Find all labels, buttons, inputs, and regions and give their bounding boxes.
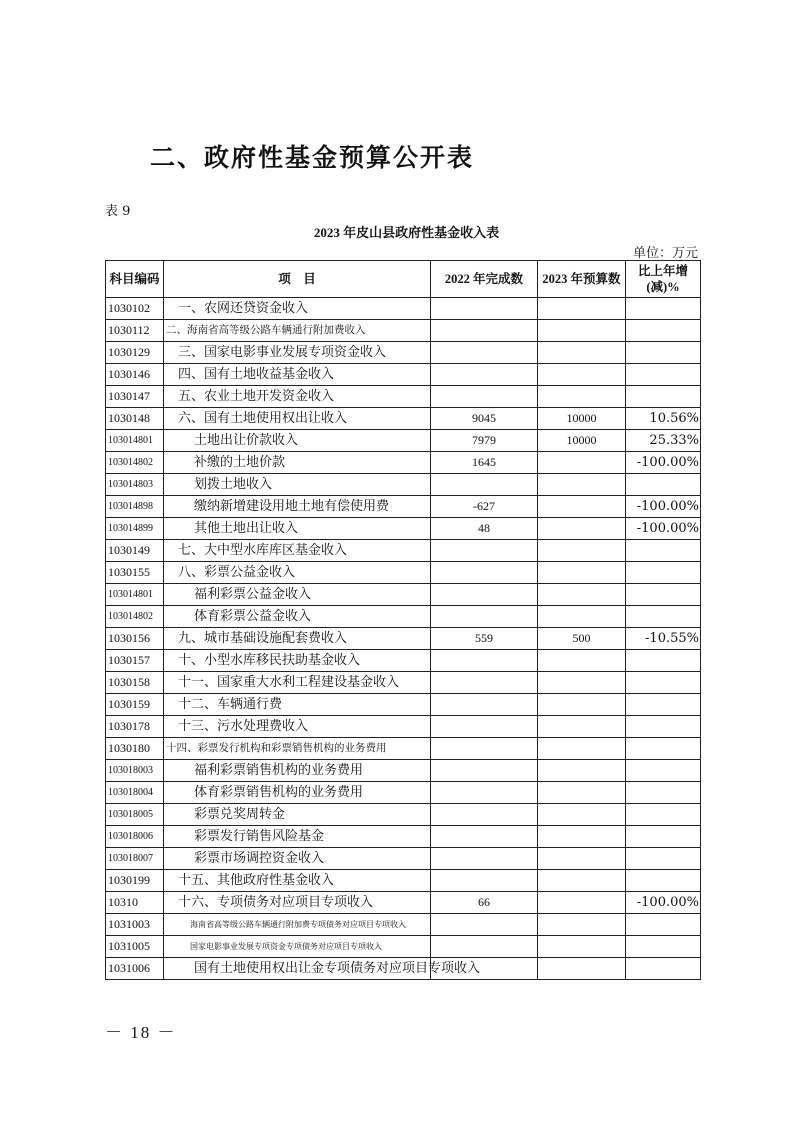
table-row [106, 716, 701, 738]
row-change: -100.00% [626, 518, 701, 540]
row-change [626, 826, 701, 848]
row-item: 划拨土地收入 [164, 474, 431, 496]
row-change [626, 958, 701, 980]
section-title: 二、政府性基金预算公开表 [150, 143, 475, 172]
table-row [106, 672, 701, 694]
table-row [106, 650, 701, 672]
row-budget-2023: 10000 [538, 408, 626, 430]
row-item: 九、城市基础设施配套费收入 [164, 628, 431, 650]
row-actual-2022 [431, 672, 538, 694]
row-budget-2023: 500 [538, 628, 626, 650]
table-row [106, 892, 701, 914]
row-code: 103014803 [106, 474, 164, 496]
row-item: 十二、车辆通行费 [164, 694, 431, 716]
row-budget-2023 [538, 342, 626, 364]
row-actual-2022: -627 [431, 496, 538, 518]
row-code: 1030155 [106, 562, 164, 584]
row-item: 彩票发行销售风险基金 [164, 826, 431, 848]
row-budget-2023 [538, 474, 626, 496]
row-actual-2022 [431, 650, 538, 672]
row-item: 十、小型水库移民扶助基金收入 [164, 650, 431, 672]
row-code: 1030129 [106, 342, 164, 364]
row-budget-2023 [538, 562, 626, 584]
row-code: 1030148 [106, 408, 164, 430]
row-change [626, 760, 701, 782]
row-change [626, 606, 701, 628]
row-item: 国家电影事业发展专项资金专项债务对应项目专项收入 [164, 936, 431, 958]
row-budget-2023 [538, 518, 626, 540]
row-change: -100.00% [626, 452, 701, 474]
row-actual-2022 [431, 826, 538, 848]
row-item: 三、国家电影事业发展专项资金收入 [164, 342, 431, 364]
row-budget-2023 [538, 870, 626, 892]
row-change [626, 716, 701, 738]
row-code: 1030102 [106, 298, 164, 320]
row-budget-2023 [538, 298, 626, 320]
row-actual-2022: 559 [431, 628, 538, 650]
row-change [626, 848, 701, 870]
row-change [626, 320, 701, 342]
row-code: 103014802 [106, 452, 164, 474]
row-code: 1030156 [106, 628, 164, 650]
header-change-line1: 比上年增 [637, 264, 688, 278]
row-item: 五、农业土地开发资金收入 [164, 386, 431, 408]
table-title: 2023 年皮山县政府性基金收入表 [313, 225, 500, 240]
header-code: 科目编码 [106, 261, 164, 298]
row-change [626, 364, 701, 386]
row-item: 福利彩票销售机构的业务费用 [164, 760, 431, 782]
row-code: 10310 [106, 892, 164, 914]
table-row [106, 496, 701, 518]
table-row [106, 958, 701, 980]
row-budget-2023 [538, 452, 626, 474]
row-item: 十六、专项债务对应项目专项收入 [164, 892, 431, 914]
table-header-row [106, 261, 701, 298]
row-actual-2022 [431, 320, 538, 342]
table-row [106, 474, 701, 496]
row-actual-2022 [431, 562, 538, 584]
row-budget-2023 [538, 650, 626, 672]
row-code: 103018004 [106, 782, 164, 804]
row-item: 国有土地使用权出让金专项债务对应项目专项收入 [164, 958, 431, 980]
row-code: 103014801 [106, 430, 164, 452]
row-change [626, 474, 701, 496]
row-actual-2022 [431, 364, 538, 386]
row-item: 十五、其他政府性基金收入 [164, 870, 431, 892]
row-item: 彩票市场调控资金收入 [164, 848, 431, 870]
row-code: 1030112 [106, 320, 164, 342]
row-actual-2022 [431, 342, 538, 364]
row-change: -100.00% [626, 892, 701, 914]
row-code: 103014801 [106, 584, 164, 606]
row-actual-2022 [431, 738, 538, 760]
row-actual-2022 [431, 584, 538, 606]
row-item: 补缴的土地价款 [164, 452, 431, 474]
row-item: 十一、国家重大水利工程建设基金收入 [164, 672, 431, 694]
row-code: 1030146 [106, 364, 164, 386]
row-item: 四、国有土地收益基金收入 [164, 364, 431, 386]
row-budget-2023 [538, 804, 626, 826]
row-item: 彩票兑奖周转金 [164, 804, 431, 826]
row-budget-2023 [538, 364, 626, 386]
row-item: 十四、彩票发行机构和彩票销售机构的业务费用 [164, 738, 431, 760]
table-row [106, 694, 701, 716]
row-actual-2022: 7979 [431, 430, 538, 452]
row-code: 103014802 [106, 606, 164, 628]
row-change [626, 694, 701, 716]
row-actual-2022 [431, 936, 538, 958]
table-row [106, 430, 701, 452]
row-budget-2023 [538, 782, 626, 804]
row-actual-2022: 1645 [431, 452, 538, 474]
table-row [106, 562, 701, 584]
row-budget-2023 [538, 320, 626, 342]
row-code: 1031005 [106, 936, 164, 958]
row-code: 1030180 [106, 738, 164, 760]
table-row [106, 826, 701, 848]
row-item: 十三、污水处理费收入 [164, 716, 431, 738]
row-code: 103018005 [106, 804, 164, 826]
row-code: 103014899 [106, 518, 164, 540]
table-row [106, 804, 701, 826]
row-code: 1031006 [106, 958, 164, 980]
table-row [106, 298, 701, 320]
row-item: 八、彩票公益金收入 [164, 562, 431, 584]
row-item: 体育彩票公益金收入 [164, 606, 431, 628]
row-code: 1030149 [106, 540, 164, 562]
row-code: 1030159 [106, 694, 164, 716]
row-change: 10.56% [626, 408, 701, 430]
table-row [106, 386, 701, 408]
row-change [626, 870, 701, 892]
page-number: － 18 － [105, 1023, 177, 1042]
row-change: 25.33% [626, 430, 701, 452]
row-actual-2022 [431, 694, 538, 716]
table-row [106, 606, 701, 628]
row-actual-2022 [431, 474, 538, 496]
row-item: 土地出让价款收入 [164, 430, 431, 452]
table-row [106, 760, 701, 782]
row-budget-2023 [538, 848, 626, 870]
table-row [106, 936, 701, 958]
row-item: 六、国有土地使用权出让收入 [164, 408, 431, 430]
table-row [106, 584, 701, 606]
row-actual-2022 [431, 804, 538, 826]
row-budget-2023 [538, 914, 626, 936]
table-row [106, 540, 701, 562]
table-row [106, 342, 701, 364]
table-row [106, 848, 701, 870]
row-change [626, 298, 701, 320]
row-actual-2022: 48 [431, 518, 538, 540]
row-actual-2022 [431, 760, 538, 782]
table-row [106, 408, 701, 430]
row-actual-2022 [431, 540, 538, 562]
row-change [626, 672, 701, 694]
row-actual-2022 [431, 914, 538, 936]
header-budget-2023: 2023 年预算数 [538, 261, 626, 298]
row-budget-2023 [538, 892, 626, 914]
row-item: 其他土地出让收入 [164, 518, 431, 540]
row-code: 1030158 [106, 672, 164, 694]
row-budget-2023 [538, 672, 626, 694]
table-row [106, 364, 701, 386]
row-actual-2022 [431, 870, 538, 892]
row-change [626, 914, 701, 936]
row-budget-2023 [538, 694, 626, 716]
row-item: 福利彩票公益金收入 [164, 584, 431, 606]
row-budget-2023 [538, 584, 626, 606]
row-item: 二、海南省高等级公路车辆通行附加费收入 [164, 320, 431, 342]
row-code: 1030178 [106, 716, 164, 738]
row-change [626, 540, 701, 562]
row-item: 七、大中型水库库区基金收入 [164, 540, 431, 562]
row-actual-2022 [431, 386, 538, 408]
row-budget-2023 [538, 826, 626, 848]
row-actual-2022 [431, 716, 538, 738]
row-code: 1030157 [106, 650, 164, 672]
row-code: 103018007 [106, 848, 164, 870]
row-actual-2022: 66 [431, 892, 538, 914]
row-budget-2023 [538, 496, 626, 518]
row-code: 1030199 [106, 870, 164, 892]
row-budget-2023 [538, 760, 626, 782]
header-change [626, 261, 701, 298]
row-code: 103018003 [106, 760, 164, 782]
row-budget-2023 [538, 716, 626, 738]
table-row [106, 782, 701, 804]
row-actual-2022 [431, 298, 538, 320]
row-change: -100.00% [626, 496, 701, 518]
row-item: 海南省高等级公路车辆通行附加费专项债务对应项目专项收入 [164, 914, 431, 936]
table-row [106, 320, 701, 342]
row-budget-2023 [538, 386, 626, 408]
header-item: 项 目 [164, 261, 431, 298]
table-row [106, 452, 701, 474]
row-code: 1031003 [106, 914, 164, 936]
table-label: 表 9 [105, 204, 131, 219]
header-actual-2022: 2022 年完成数 [431, 261, 538, 298]
row-code: 1030147 [106, 386, 164, 408]
row-actual-2022: 9045 [431, 408, 538, 430]
row-change [626, 584, 701, 606]
row-budget-2023: 10000 [538, 430, 626, 452]
row-budget-2023 [538, 936, 626, 958]
table-row [106, 738, 701, 760]
row-actual-2022 [431, 606, 538, 628]
row-change [626, 650, 701, 672]
row-item: 缴纳新增建设用地土地有偿使用费 [164, 496, 431, 518]
row-code: 103014898 [106, 496, 164, 518]
row-budget-2023 [538, 958, 626, 980]
row-change [626, 738, 701, 760]
fund-income-table [105, 260, 701, 980]
row-item: 体育彩票销售机构的业务费用 [164, 782, 431, 804]
unit-label: 单位：万元 [632, 246, 698, 261]
table-row [106, 518, 701, 540]
table-row [106, 628, 701, 650]
row-change [626, 342, 701, 364]
row-budget-2023 [538, 738, 626, 760]
row-change [626, 782, 701, 804]
row-item: 一、农网还贷资金收入 [164, 298, 431, 320]
row-actual-2022 [431, 848, 538, 870]
row-change [626, 936, 701, 958]
table-row [106, 870, 701, 892]
row-change: -10.55% [626, 628, 701, 650]
row-code: 103018006 [106, 826, 164, 848]
table-row [106, 914, 701, 936]
row-budget-2023 [538, 606, 626, 628]
row-change [626, 386, 701, 408]
header-change-line2: (减)% [646, 280, 680, 294]
row-actual-2022 [431, 782, 538, 804]
row-change [626, 804, 701, 826]
row-change [626, 562, 701, 584]
row-budget-2023 [538, 540, 626, 562]
